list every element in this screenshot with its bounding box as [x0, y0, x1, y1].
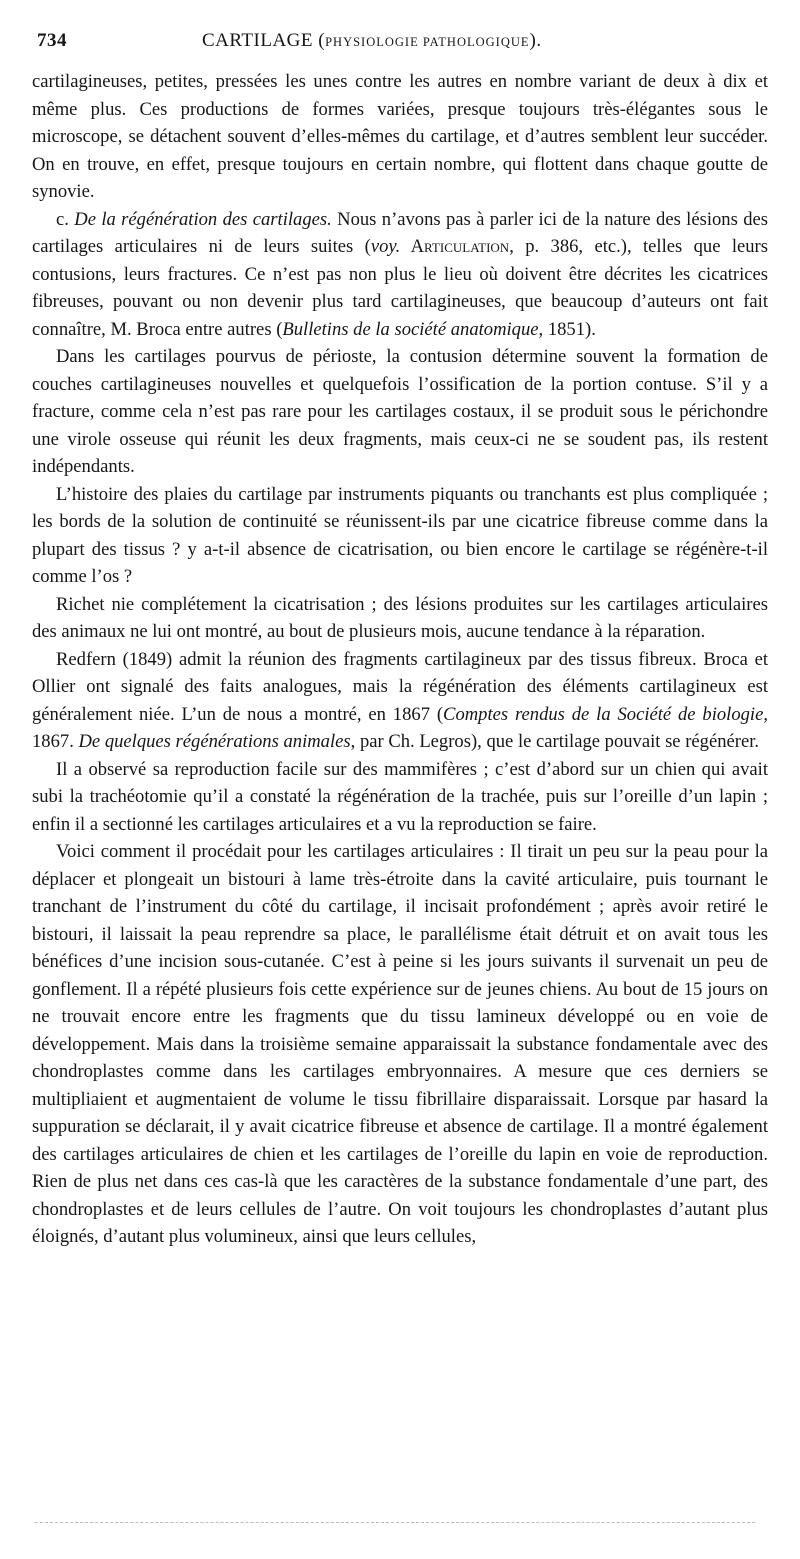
text-run: Nous n’avons pas à parler ici de la nature des lésions des cartilages articulaires ni de leurs suites ( [32, 208, 768, 257]
running-title-close: ). [529, 30, 542, 51]
section-marker: c. [56, 208, 75, 230]
paragraph-richet: Richet nie complétement la cicatrisation ; des lésions produites sur les cartilages articulaires des animaux ne lui ont montré, au bout de plusieurs mois, aucune tendance à la réparation. [32, 593, 768, 642]
text-run: , 1851). [538, 318, 596, 340]
paragraph-mammiferes: Il a observé sa reproduction facile sur des mammifères ; c’est d’abord sur un chien qui avait subi la trachéotomie qu’il a constaté la régénération de la trachée, puis sur l’oreille d’un lapin ; enfin il a sectionné les cartilages articulaires et a vu la reproduction se faire. [32, 758, 768, 835]
paragraph-plaies: L’histoire des plaies du cartilage par instruments piquants ou tranchants est plus compliquée ; les bords de la solution de continuité se réunissent-ils par une cicatrice fibreuse comme dans la plupart des tissus ? y a-t-il absence de cicatrisation, ou bien encore le cartilage se régénère-t-il comme l’os ? [32, 483, 768, 587]
citation-comptes-rendus: Comptes rendus de la Société de biologie [443, 703, 764, 725]
citation-quelques-regenerations: De quelques régénérations animales [78, 731, 351, 752]
text-run: , 1867. [32, 703, 768, 752]
text-run: Redfern (1849) admit la réunion des fragments cartilagineux par des tissus fibreux. Broca et Ollier ont signalé des faits analogues, mais la régénération des éléments cartilagineux est généralement niée. L’un de nous a montré, en 1867 ( [32, 648, 768, 725]
paragraph-continuation: cartilagineuses, petites, pressées les unes contre les autres en nombre variant de deux à dix et même plus. Ces productions de formes variées, presque toujours très-élégantes sous le microscope, se détachent souvent d’elles-mêmes du cartilage, et d’autres semblent leur succéder. On en trouve, en effet, presque toujours en certain nombre, qui flottent dans chaque goutte de synovie. [32, 71, 768, 202]
running-title [202, 30, 542, 52]
citation-bulletins: Bulletins de la société anatomique [282, 318, 539, 340]
text-run: , p. 386, etc.), telles que leurs contusions, leurs fractures. Ce n’est pas non plus le lieu où doivent être décrites les cicatrices fibreuses, pouvant ou non devenir plus tard cartilagineuses, que beaucoup d’auteurs ont fait connaître, M. Broca entre autres ( [32, 236, 768, 340]
paragraph-redfern [32, 646, 768, 756]
paragraph-contusion: Dans les cartilages pourvus de périoste, la contusion détermine souvent la formation de couches cartilagineuses nouvelles et quelquefois l’ossification de la portion contuse. S’il y a fracture, comme cela n’est pas rare pour les cartilages costaux, il se produit sous le périchondre une virole osseuse qui réunit les deux fragments, mais ceux-ci ne se soudent pas, ils restent indépendants. [32, 346, 768, 477]
page-number: 734 [37, 30, 67, 51]
cross-reference-articulation: Articulation [400, 236, 510, 257]
bottom-scan-rule [35, 1522, 755, 1523]
document-page [32, 30, 768, 1247]
text-run: , par Ch. Legros), que le cartilage pouvait se régénérer. [350, 731, 760, 752]
section-heading: De la régénération des cartilages. [74, 208, 332, 230]
running-title-main: CARTILAGE ( [202, 30, 326, 51]
running-title-subtitle: PHYSIOLOGIE PATHOLOGIQUE [325, 35, 530, 49]
paragraph-procedure: Voici comment il procédait pour les cartilages articulaires : Il tirait un peu sur la peau pour la déplacer et plongeait un bistouri à lame très-étroite dans la cavité articulaire, puis tournant le tranchant de l’instrument du côté du cartilage, il incisait profondément ; après avoir retiré le bistouri, il laissait la peau reprendre sa place, le parallélisme était détruit et on avait tous les bénéfices d’une incision sous-cutanée. C’est à peine si les jours suivants il survenait un peu de gonflement. Il a répété plusieurs fois cette expérience sur de jeunes chiens. Au bout de 15 jours on ne trouvait encore entre les fragments que du tissu lamineux développé ou en voie de développement. Mais dans la troisième semaine apparaissait la substance fondamentale avec des chondroplastes comme dans les cartilages embryonnaires. A mesure que ces derniers se multipliaient et augmentaient de volume le tissu fibrillaire disparaissait. Lorsque par hasard la suppuration se déclarait, il y avait cicatrice fibreuse et absence de cartilage. Il a montré également des cartilages articulaires de chien et les cartilages de l’oreille du lapin en voie de reproduction. Rien de plus net dans ces cas-là que les caractères de la substance fondamentale d’une part, des chondroplastes et de leurs cellules de l’autre. On voit toujours les chondroplastes d’autant plus éloignés, d’autant plus volumineux, ainsi que leurs cellules, [32, 841, 768, 1247]
cross-reference-voy: voy. [370, 236, 401, 257]
paragraph-regeneration-heading [32, 206, 768, 344]
running-header [32, 30, 768, 60]
document-body [32, 68, 768, 1251]
